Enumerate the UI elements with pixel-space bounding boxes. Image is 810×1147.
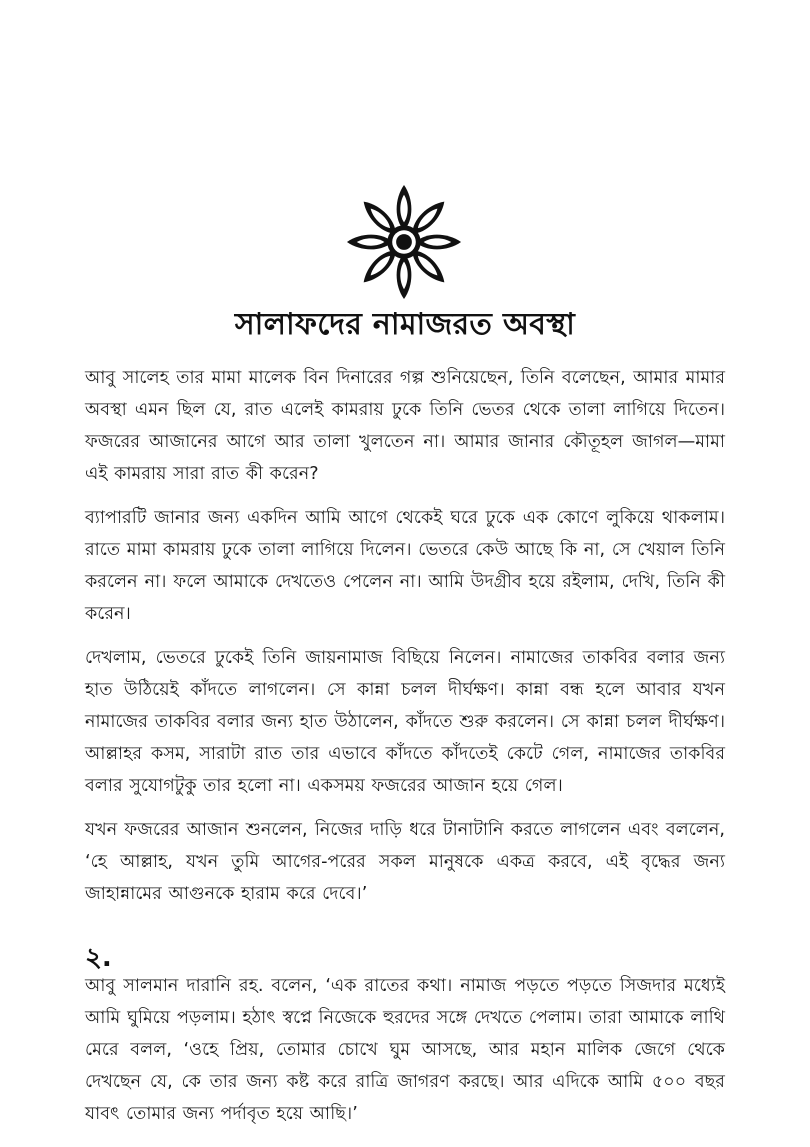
article-body (85, 362, 725, 922)
paragraph: আবু সালমান দারানি রহ. বলেন, ‘এক রাতের কথা। নামাজ পড়তে পড়তে সিজদার মধ্যেই আমি ঘুমিয়ে পড়লাম। হঠাৎ স্বপ্নে নিজেকে হুরদের সঙ্গে দেখতে পেলাম। তারা আমাকে লাথি মেরে বলল, ‘ওহে প্রিয়, তোমার চোখে ঘুম আসছে, আর মহান মালিক জেগে থেকে দেখছেন যে, কে তার জন্য কষ্ট করে রাত্রি জাগরণ করছে। আর এদিকে আমি ৫০০ বছর যাবৎ তোমার জন্য পর্দাবৃত হয়ে আছি।’ (85, 976, 725, 1124)
paragraph: যখন ফজরের আজান শুনলেন, নিজের দাড়ি ধরে টানাটানি করতে লাগলেন এবং বললেন, ‘হে আল্লাহ, যখন তুমি আগের-পরের সকল মানুষকে একত্র করবে, এই বৃদ্ধের জন্য জাহান্নামের আগুনকে হারাম করে দেবে।’ (85, 820, 725, 904)
paragraph: ব্যাপারটি জানার জন্য একদিন আমি আগে থেকেই ঘরে ঢুকে এক কোণে লুকিয়ে থাকলাম। রাতে মামা কামরায় ঢুকে তালা লাগিয়ে দিলেন। ভেতরে কেউ আছে কি না, সে খেয়াল তিনি করলেন না। ফলে আমাকে দেখতেও পেলেন না। আমি উদগ্রীব হয়ে রইলাম, দেখি, তিনি কী করেন। (85, 508, 725, 624)
section-body (85, 970, 725, 1142)
flower-ornament-icon (345, 183, 463, 301)
paragraph: দেখলাম, ভেতরে ঢুকেই তিনি জায়নামাজ বিছিয়ে নিলেন। নামাজের তাকবির বলার জন্য হাত উঠিয়েই কাঁদতে লাগলেন। সে কান্না চলল দীর্ঘক্ষণ। কান্না বন্ধ হলে আবার যখন নামাজের তাকবির বলার জন্য হাত উঠালেন, কাঁদতে শুরু করলেন। সে কান্না চলল দীর্ঘক্ষণ। আল্লাহর কসম, সারাটা রাত তার এভাবে কাঁদতে কাঁদতেই কেটে গেল, নামাজের তাকবির বলার সুযোগটুকু তার হলো না। একসময় ফজরের আজান হয়ে গেল। (85, 648, 725, 796)
page-title: সালাফদের নামাজরত অবস্থা (234, 307, 576, 342)
paragraph: আবু সালেহ তার মামা মালেক বিন দিনারের গল্প শুনিয়েছেন, তিনি বলেছেন, আমার মামার অবস্থা এমন ছিল যে, রাত এলেই কামরায় ঢুকে তিনি ভেতর থেকে তালা লাগিয়ে দিতেন। ফজরের আজানের আগে আর তালা খুলতেন না। আমার জানার কৌতূহল জাগল—মামা এই কামরায় সারা রাত কী করেন? (85, 368, 725, 484)
section-number: ২. (85, 943, 112, 973)
